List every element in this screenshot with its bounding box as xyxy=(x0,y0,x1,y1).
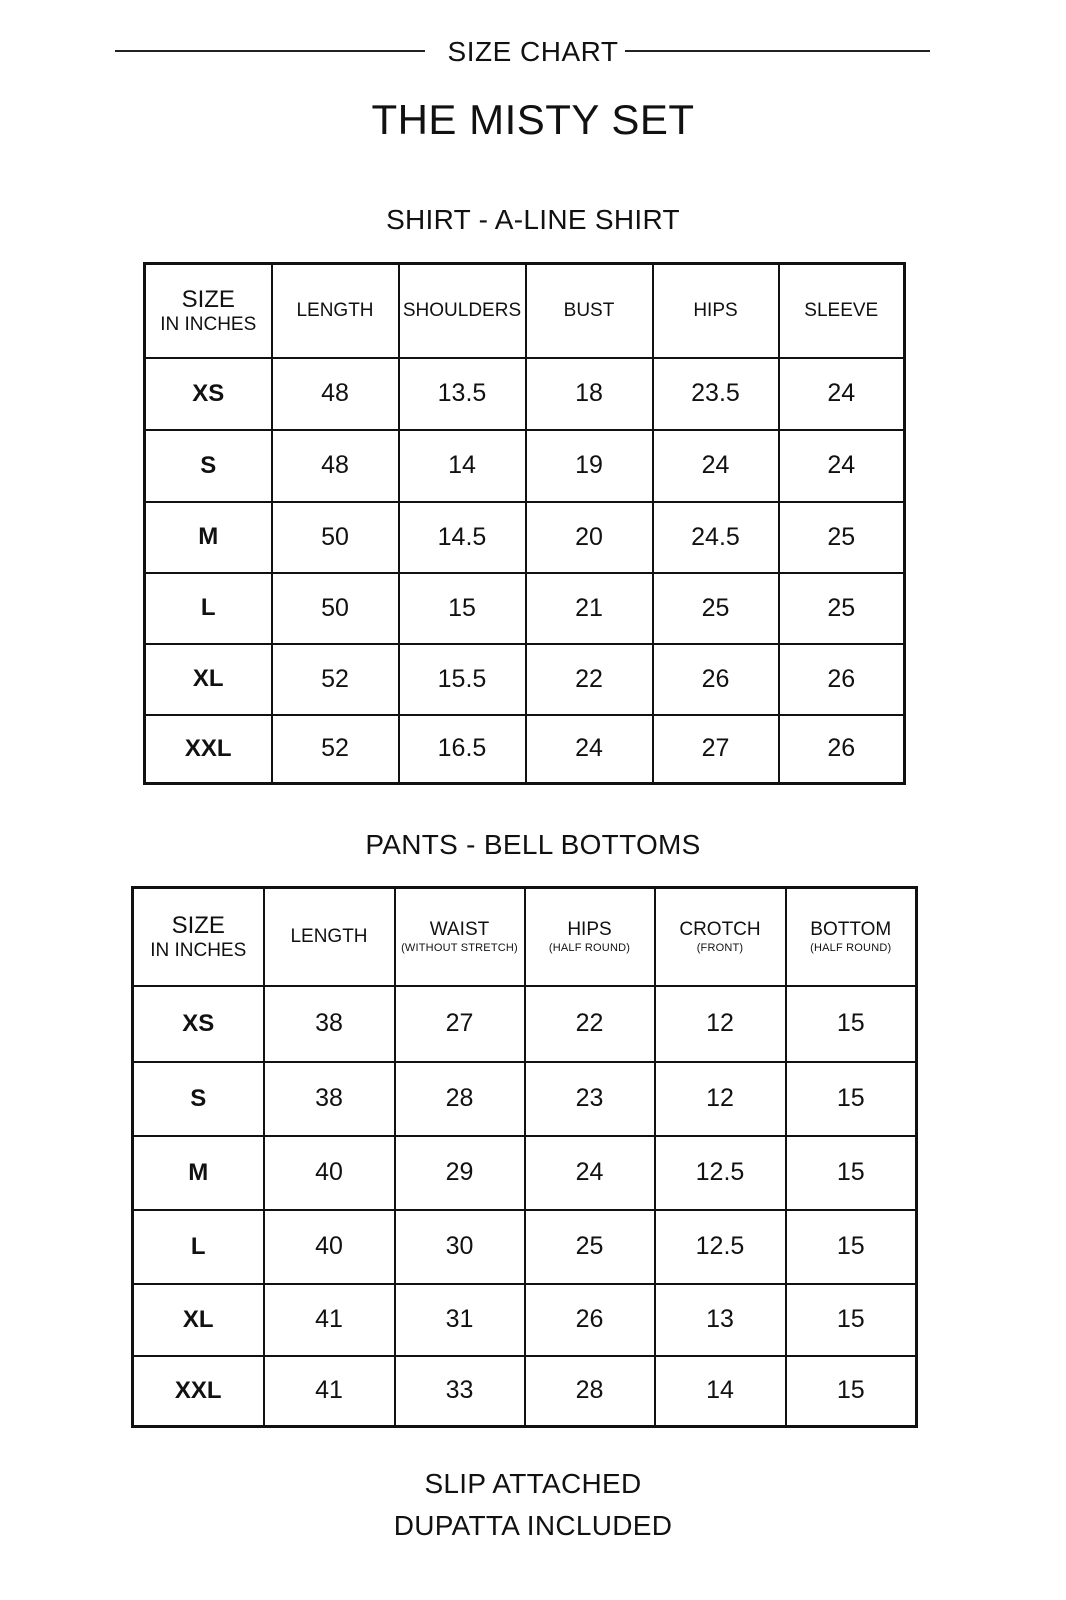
measurement-cell: 16.5 xyxy=(399,715,526,784)
pants-section-title: PANTS - BELL BOTTOMS xyxy=(365,829,701,860)
measurement-cell: 19 xyxy=(526,430,653,502)
table-row xyxy=(133,1356,917,1427)
measurement-cell: 25 xyxy=(779,573,905,644)
measurement-cell: 50 xyxy=(272,573,399,644)
measurement-cell: 23 xyxy=(525,1062,655,1136)
measurement-cell: 24 xyxy=(653,430,779,502)
measurement-cell: 15 xyxy=(786,986,917,1062)
measurement-cell: 24 xyxy=(779,430,905,502)
measurement-cell: 27 xyxy=(653,715,779,784)
measurement-cell: 23.5 xyxy=(653,358,779,430)
pants-col-header xyxy=(525,888,655,986)
measurement-cell: 25 xyxy=(525,1210,655,1284)
measurement-cell: 14.5 xyxy=(399,502,526,573)
measurement-cell: 14 xyxy=(399,430,526,502)
measurement-cell: 52 xyxy=(272,715,399,784)
measurement-cell: 12 xyxy=(655,986,786,1062)
measurement-cell: 13 xyxy=(655,1284,786,1356)
table-row xyxy=(145,715,905,784)
measurement-cell: 25 xyxy=(653,573,779,644)
measurement-cell: 33 xyxy=(395,1356,525,1427)
measurement-cell: 15 xyxy=(399,573,526,644)
measurement-cell: 25 xyxy=(779,502,905,573)
measurement-cell: 26 xyxy=(525,1284,655,1356)
measurement-cell: 24 xyxy=(526,715,653,784)
shirt-col-header: HIPS xyxy=(653,264,779,358)
page-title: THE MISTY SET xyxy=(371,96,695,143)
pants-col-note: (FRONT) xyxy=(696,942,744,955)
measurement-cell: 31 xyxy=(395,1284,525,1356)
measurement-cell: 15.5 xyxy=(399,644,526,715)
size-cell: M xyxy=(133,1136,264,1210)
pants-size-unit: IN INCHES xyxy=(150,939,247,961)
size-cell: XXL xyxy=(145,715,272,784)
pants-col-label: LENGTH xyxy=(290,925,368,947)
size-cell: L xyxy=(145,573,272,644)
measurement-cell: 40 xyxy=(264,1210,395,1284)
table-row xyxy=(145,430,905,502)
measurement-cell: 21 xyxy=(526,573,653,644)
pants-size-table xyxy=(131,886,918,1428)
size-cell: L xyxy=(133,1210,264,1284)
table-row xyxy=(133,1210,917,1284)
measurement-cell: 15 xyxy=(786,1136,917,1210)
table-row xyxy=(145,644,905,715)
size-cell: XS xyxy=(145,358,272,430)
pants-col-note: (HALF ROUND) xyxy=(548,942,631,955)
measurement-cell: 29 xyxy=(395,1136,525,1210)
measurement-cell: 26 xyxy=(779,644,905,715)
pants-col-label: HIPS xyxy=(567,918,612,940)
measurement-cell: 38 xyxy=(264,1062,395,1136)
measurement-cell: 52 xyxy=(272,644,399,715)
measurement-cell: 14 xyxy=(655,1356,786,1427)
measurement-cell: 48 xyxy=(272,430,399,502)
measurement-cell: 12 xyxy=(655,1062,786,1136)
measurement-cell: 15 xyxy=(786,1062,917,1136)
table-row xyxy=(133,1136,917,1210)
pants-header-row xyxy=(133,888,917,986)
table-row xyxy=(145,573,905,644)
size-cell: XL xyxy=(133,1284,264,1356)
pants-col-label: BOTTOM xyxy=(810,918,892,940)
shirt-col-header: SHOULDERS xyxy=(399,264,526,358)
pants-col-header xyxy=(264,888,395,986)
pants-col-label: CROTCH xyxy=(679,918,761,940)
measurement-cell: 27 xyxy=(395,986,525,1062)
measurement-cell: 15 xyxy=(786,1210,917,1284)
measurement-cell: 38 xyxy=(264,986,395,1062)
pants-size-label: SIZE xyxy=(171,912,225,940)
size-cell: M xyxy=(145,502,272,573)
pants-col-label: WAIST xyxy=(429,918,490,940)
size-cell: S xyxy=(133,1062,264,1136)
pants-col-note: (HALF ROUND) xyxy=(810,942,892,955)
measurement-cell: 22 xyxy=(525,986,655,1062)
measurement-cell: 30 xyxy=(395,1210,525,1284)
measurement-cell: 28 xyxy=(395,1062,525,1136)
shirt-section-title: SHIRT - A-LINE SHIRT xyxy=(386,204,680,235)
pants-col-header xyxy=(655,888,786,986)
size-cell: XS xyxy=(133,986,264,1062)
shirt-size-label: SIZE xyxy=(181,286,235,314)
measurement-cell: 40 xyxy=(264,1136,395,1210)
measurement-cell: 15 xyxy=(786,1284,917,1356)
measurement-cell: 48 xyxy=(272,358,399,430)
measurement-cell: 12.5 xyxy=(655,1210,786,1284)
pants-col-note: (WITHOUT STRETCH) xyxy=(401,942,518,955)
measurement-cell: 13.5 xyxy=(399,358,526,430)
measurement-cell: 24 xyxy=(525,1136,655,1210)
measurement-cell: 50 xyxy=(272,502,399,573)
table-row xyxy=(145,502,905,573)
measurement-cell: 18 xyxy=(526,358,653,430)
table-row xyxy=(133,986,917,1062)
measurement-cell: 26 xyxy=(779,715,905,784)
table-row xyxy=(145,358,905,430)
shirt-size-header xyxy=(145,264,272,358)
pants-size-header xyxy=(133,888,264,986)
shirt-size-table xyxy=(143,262,906,785)
table-row xyxy=(133,1284,917,1356)
measurement-cell: 26 xyxy=(653,644,779,715)
size-cell: S xyxy=(145,430,272,502)
measurement-cell: 12.5 xyxy=(655,1136,786,1210)
table-row xyxy=(133,1062,917,1136)
dupatta-note: DUPATTA INCLUDED xyxy=(393,1510,673,1541)
shirt-col-header: BUST xyxy=(526,264,653,358)
measurement-cell: 28 xyxy=(525,1356,655,1427)
size-cell: XL xyxy=(145,644,272,715)
shirt-size-unit: IN INCHES xyxy=(160,313,257,335)
measurement-cell: 24.5 xyxy=(653,502,779,573)
slip-note: SLIP ATTACHED xyxy=(424,1468,642,1499)
measurement-cell: 22 xyxy=(526,644,653,715)
measurement-cell: 41 xyxy=(264,1284,395,1356)
pants-col-header xyxy=(786,888,917,986)
measurement-cell: 24 xyxy=(779,358,905,430)
measurement-cell: 20 xyxy=(526,502,653,573)
pants-col-header xyxy=(395,888,525,986)
measurement-cell: 41 xyxy=(264,1356,395,1427)
shirt-col-header: SLEEVE xyxy=(779,264,905,358)
size-chart-overline: SIZE CHART xyxy=(447,36,619,67)
measurement-cell: 15 xyxy=(786,1356,917,1427)
shirt-col-header: LENGTH xyxy=(272,264,399,358)
size-cell: XXL xyxy=(133,1356,264,1427)
shirt-header-row xyxy=(145,264,905,358)
